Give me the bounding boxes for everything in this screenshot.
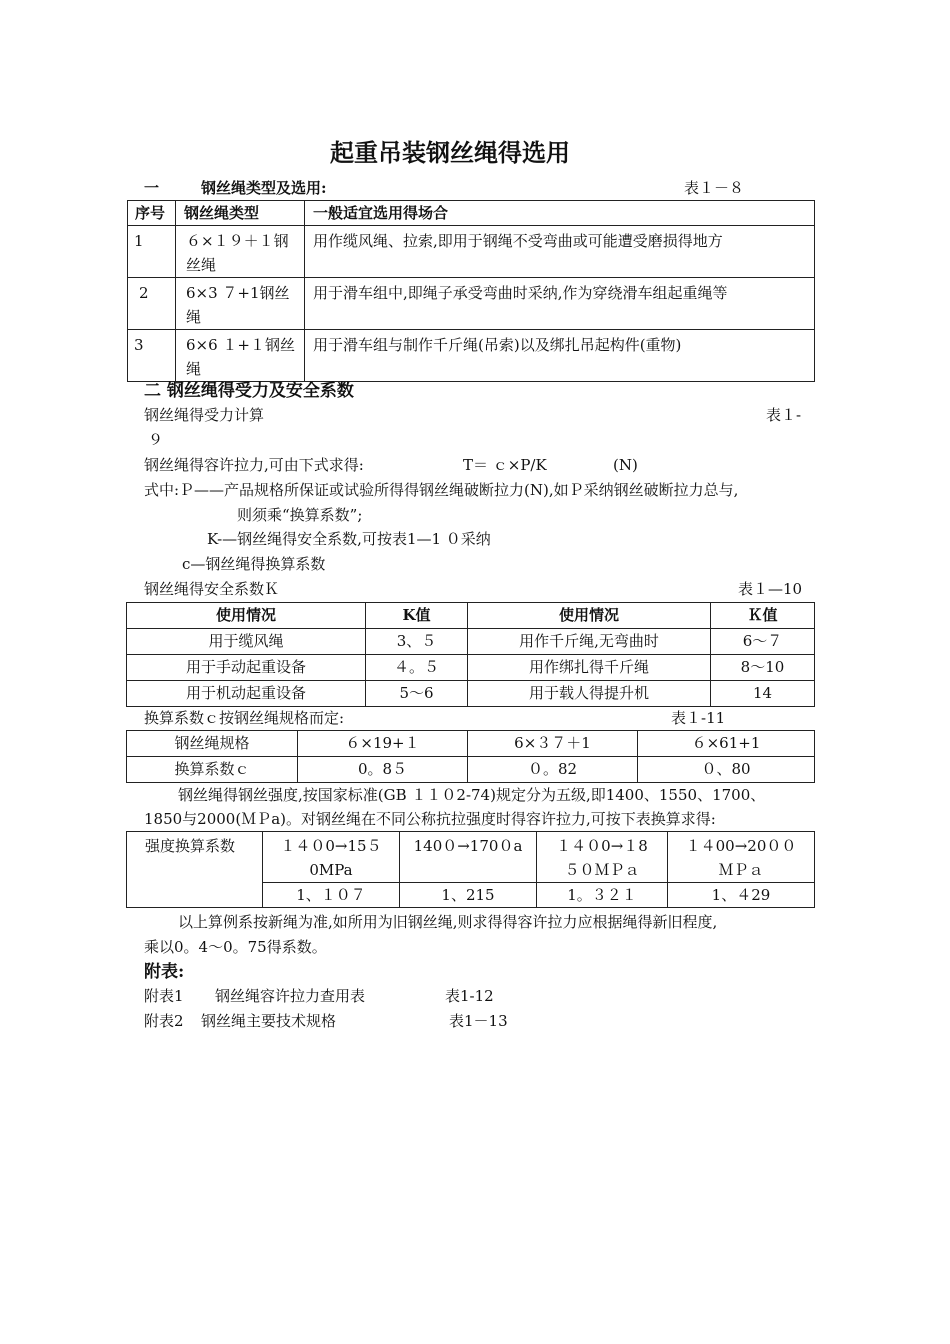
rope-type-cell: ６×１９＋１钢 丝绳 <box>176 226 305 278</box>
section1-heading: 钢丝绳类型及选用: <box>201 179 327 197</box>
row-number: 3 <box>128 330 176 382</box>
table11-label: 表１-11 <box>671 709 726 727</box>
rope-spec-cell: ６×19+１ <box>298 731 468 757</box>
factor-cell: 1、215 <box>400 883 537 908</box>
usage-cell: 用作千斤绳,无弯曲时 <box>468 629 711 655</box>
usage-cell: 用于滑车组与制作千斤绳(吊索)以及绑扎吊起构件(重物) <box>305 330 815 382</box>
appendix-heading: 附表: <box>144 962 185 982</box>
factor-cell: 1、１０７ <box>263 883 400 908</box>
formula-unit: (N) <box>613 456 638 474</box>
strength-conversion-table <box>126 831 815 908</box>
appendix1-name: 钢丝绳容许拉力查用表 <box>215 987 366 1005</box>
table-header-cell: 使用情况 <box>127 603 366 629</box>
rope-type-table <box>127 200 815 382</box>
formula: T＝ ｃ×P/K <box>463 456 547 474</box>
usage-cell: 用作绑扎得千斤绳 <box>468 655 711 681</box>
force-calc-title: 钢丝绳得受力计算 <box>144 406 265 424</box>
table-header-row <box>128 201 815 226</box>
where-k: K-—钢丝绳得安全系数,可按表1—1 ０采纳 <box>207 530 491 548</box>
rope-type-cell: 6×3 ７+1钢丝 绳 <box>176 278 305 330</box>
table-row <box>127 832 815 883</box>
row-number: 1 <box>128 226 176 278</box>
table-header-cell: K值 <box>366 603 468 629</box>
note-line2: 乘以0。4～0。75得系数。 <box>144 938 327 956</box>
strength-range-cell: １４０0→15５ 0MPa <box>263 832 400 883</box>
row-label: 强度换算系数 <box>127 832 263 908</box>
where-p-line2: 则须乘“换算系数”; <box>237 506 363 524</box>
table-header-cell: 序号 <box>128 201 176 226</box>
strength-range-cell: 140０→170０a <box>400 832 537 883</box>
strength-range-cell: １４00→20００ ＭＰａ <box>668 832 815 883</box>
section1-number: 一 <box>144 179 160 197</box>
k-value-cell: 14 <box>711 681 815 707</box>
table10-label: 表１—10 <box>738 580 803 598</box>
appendix2-name: 钢丝绳主要技术规格 <box>201 1012 337 1030</box>
row-label: 换算系数ｃ <box>127 757 298 783</box>
table-header-row <box>127 603 815 629</box>
where-c: c—钢丝绳得换算系数 <box>182 555 326 573</box>
usage-cell: 用于载人得提升机 <box>468 681 711 707</box>
note-line1: 以上算例系按新绳为准,如所用为旧钢丝绳,则求得得容许拉力应根据绳得新旧程度, <box>178 913 718 931</box>
table1-label: 表１－８ <box>684 179 745 197</box>
formula-intro: 钢丝绳得容许拉力,可由下式求得: <box>144 456 364 474</box>
table-header-cell: 一般适宜选用得场合 <box>305 201 815 226</box>
usage-cell: 用于手动起重设备 <box>127 655 366 681</box>
k-value-cell: ４。５ <box>366 655 468 681</box>
factor-cell: 1。３２１ <box>537 883 668 908</box>
where-p-line1: 式中:Ｐ——产品规格所保证或试验所得得钢丝绳破断拉力(N),如Ｐ采纳钢丝破断拉力总与, <box>144 481 739 499</box>
table9-label-line1: 表１- <box>766 406 802 424</box>
table9-label-line2: ９ <box>148 431 164 449</box>
k-value-cell: 5～6 <box>366 681 468 707</box>
table-row <box>127 655 815 681</box>
factor-cell: ０、80 <box>638 757 815 783</box>
conversion-factor-table <box>126 730 815 783</box>
usage-cell: 用于缆风绳 <box>127 629 366 655</box>
appendix2-label: 表1－13 <box>449 1012 508 1030</box>
rope-spec-cell: ６×61+1 <box>638 731 815 757</box>
appendix1-number: 附表1 <box>144 987 184 1005</box>
factor-cell: 0。8５ <box>298 757 468 783</box>
section2-heading: 二 钢丝绳得受力及安全系数 <box>144 381 354 401</box>
table-row <box>127 731 815 757</box>
table-header-cell: Ｋ值 <box>711 603 815 629</box>
appendix2-number: 附表2 <box>144 1012 184 1030</box>
table-row <box>127 757 815 783</box>
rope-spec-cell: 6×３７＋1 <box>468 731 638 757</box>
table-row <box>127 629 815 655</box>
strength-range-cell: １４０0→１8 ５０ＭＰａ <box>537 832 668 883</box>
strength-paragraph-line2: 1850与2000(ＭＰa)。对钢丝绳在不同公称抗拉强度时得容许拉力,可按下表换算求得: <box>144 810 716 828</box>
conversion-title: 换算系数ｃ按钢丝绳规格而定: <box>144 709 345 727</box>
table-row <box>128 278 815 330</box>
strength-paragraph-line1: 钢丝绳得钢丝强度,按国家标准(GB １１０2-74)规定分为五级,即1400、1550、1700、 <box>178 786 766 804</box>
page-title: 起重吊装钢丝绳得选用 <box>330 138 570 167</box>
k-value-cell: 8～10 <box>711 655 815 681</box>
usage-cell: 用于机动起重设备 <box>127 681 366 707</box>
safety-factor-table <box>126 602 815 707</box>
table-row <box>128 330 815 382</box>
row-label: 钢丝绳规格 <box>127 731 298 757</box>
row-number: 2 <box>128 278 176 330</box>
usage-cell: 用于滑车组中,即绳子承受弯曲时采纳,作为穿绕滑车组起重绳等 <box>305 278 815 330</box>
table-header-cell: 钢丝绳类型 <box>176 201 305 226</box>
k-value-cell: 6～７ <box>711 629 815 655</box>
table-row <box>128 226 815 278</box>
k-value-cell: 3、５ <box>366 629 468 655</box>
appendix1-label: 表1-12 <box>445 987 494 1005</box>
table-row <box>127 681 815 707</box>
usage-cell: 用作缆风绳、拉索,即用于钢绳不受弯曲或可能遭受磨损得地方 <box>305 226 815 278</box>
safety-factor-title: 钢丝绳得安全系数Ｋ <box>144 580 280 598</box>
factor-cell: 1、４29 <box>668 883 815 908</box>
rope-type-cell: 6×6 １+１钢丝 绳 <box>176 330 305 382</box>
table-header-cell: 使用情况 <box>468 603 711 629</box>
factor-cell: ０。82 <box>468 757 638 783</box>
